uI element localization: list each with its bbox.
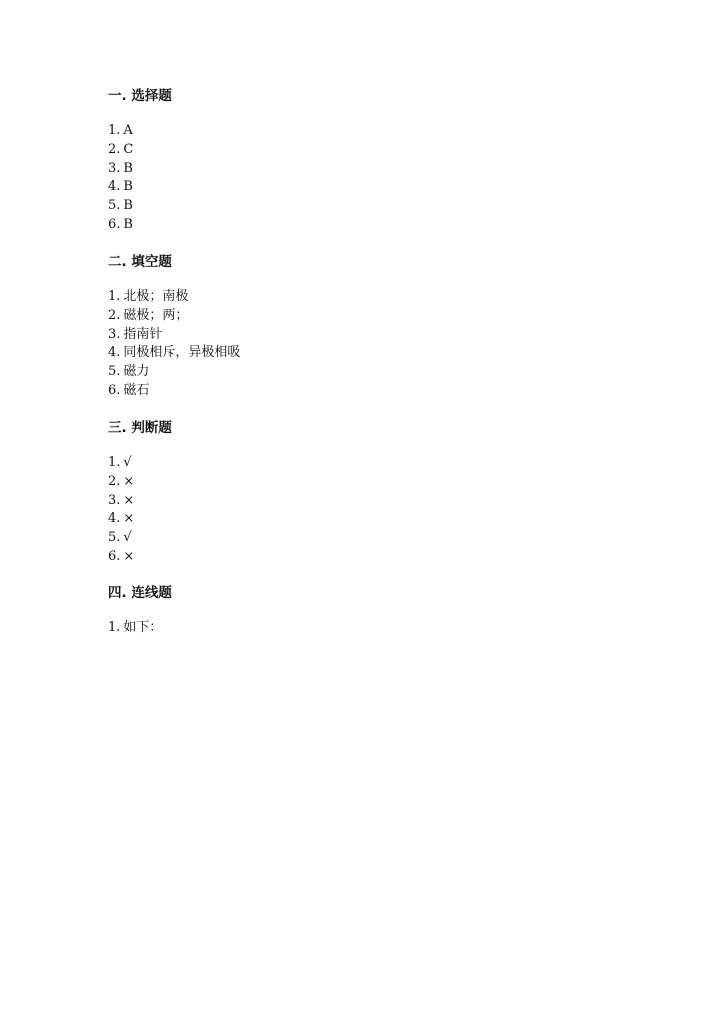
section-multiple-choice xyxy=(108,86,172,235)
item-number: 4. xyxy=(108,511,121,527)
item-number: 5. xyxy=(108,530,121,546)
answer-item xyxy=(108,122,172,141)
cross-mark-icon: × xyxy=(123,548,135,564)
item-number: 6. xyxy=(108,548,121,564)
item-answer: 磁力 xyxy=(123,364,150,380)
section-title: 四. 连线题 xyxy=(108,585,172,601)
item-number: 3. xyxy=(108,160,121,176)
item-number: 3. xyxy=(108,326,121,342)
check-mark-icon: √ xyxy=(123,455,132,470)
item-answer: 同极相斥，异极相吸 xyxy=(123,345,241,361)
item-number: 2. xyxy=(108,473,121,489)
answer-item xyxy=(108,619,172,638)
answer-item xyxy=(108,288,240,307)
answer-item xyxy=(108,492,172,511)
item-answer: 北极；南极 xyxy=(123,289,189,304)
cross-mark-icon: × xyxy=(123,511,135,527)
answer-item xyxy=(108,160,172,179)
item-answer: B xyxy=(123,198,133,214)
item-answer: A xyxy=(123,123,133,138)
answer-item xyxy=(108,363,240,382)
answer-item xyxy=(108,141,172,160)
item-answer: B xyxy=(123,216,133,232)
item-number: 5. xyxy=(108,364,121,380)
section-true-false xyxy=(108,418,172,567)
item-number: 3. xyxy=(108,492,121,508)
item-number: 1. xyxy=(108,123,121,138)
item-number: 4. xyxy=(108,179,121,195)
answer-item xyxy=(108,529,172,548)
answer-item xyxy=(108,178,172,197)
answer-item xyxy=(108,344,240,363)
item-answer: 磁极；两； xyxy=(123,307,189,323)
item-number: 1. xyxy=(108,289,121,304)
answer-item xyxy=(108,326,240,345)
section-title: 三. 判断题 xyxy=(108,420,172,436)
item-answer: 如下： xyxy=(123,620,163,635)
answer-item xyxy=(108,548,172,567)
item-number: 4. xyxy=(108,345,121,361)
item-number: 1. xyxy=(108,620,121,635)
item-number: 5. xyxy=(108,198,121,214)
item-answer: B xyxy=(123,179,133,195)
item-number: 1. xyxy=(108,455,121,470)
item-number: 6. xyxy=(108,382,121,398)
answer-item xyxy=(108,197,172,216)
item-number: 2. xyxy=(108,141,121,157)
item-number: 2. xyxy=(108,307,121,323)
answer-item xyxy=(108,382,240,401)
check-mark-icon: √ xyxy=(123,530,132,546)
answer-item xyxy=(108,473,172,492)
cross-mark-icon: × xyxy=(123,492,135,508)
item-answer: B xyxy=(123,160,133,176)
item-answer: C xyxy=(123,141,134,157)
item-number: 6. xyxy=(108,216,121,232)
answer-item xyxy=(108,307,240,326)
cross-mark-icon: × xyxy=(123,473,135,489)
section-title: 二. 填空题 xyxy=(108,254,172,270)
answer-item xyxy=(108,510,172,529)
answer-item xyxy=(108,454,172,473)
item-answer: 指南针 xyxy=(123,326,163,342)
answer-item xyxy=(108,216,172,235)
item-answer: 磁石 xyxy=(123,382,150,398)
section-title: 一. 选择题 xyxy=(108,88,172,104)
section-matching xyxy=(108,583,172,638)
section-fill-in-blank xyxy=(108,252,240,401)
